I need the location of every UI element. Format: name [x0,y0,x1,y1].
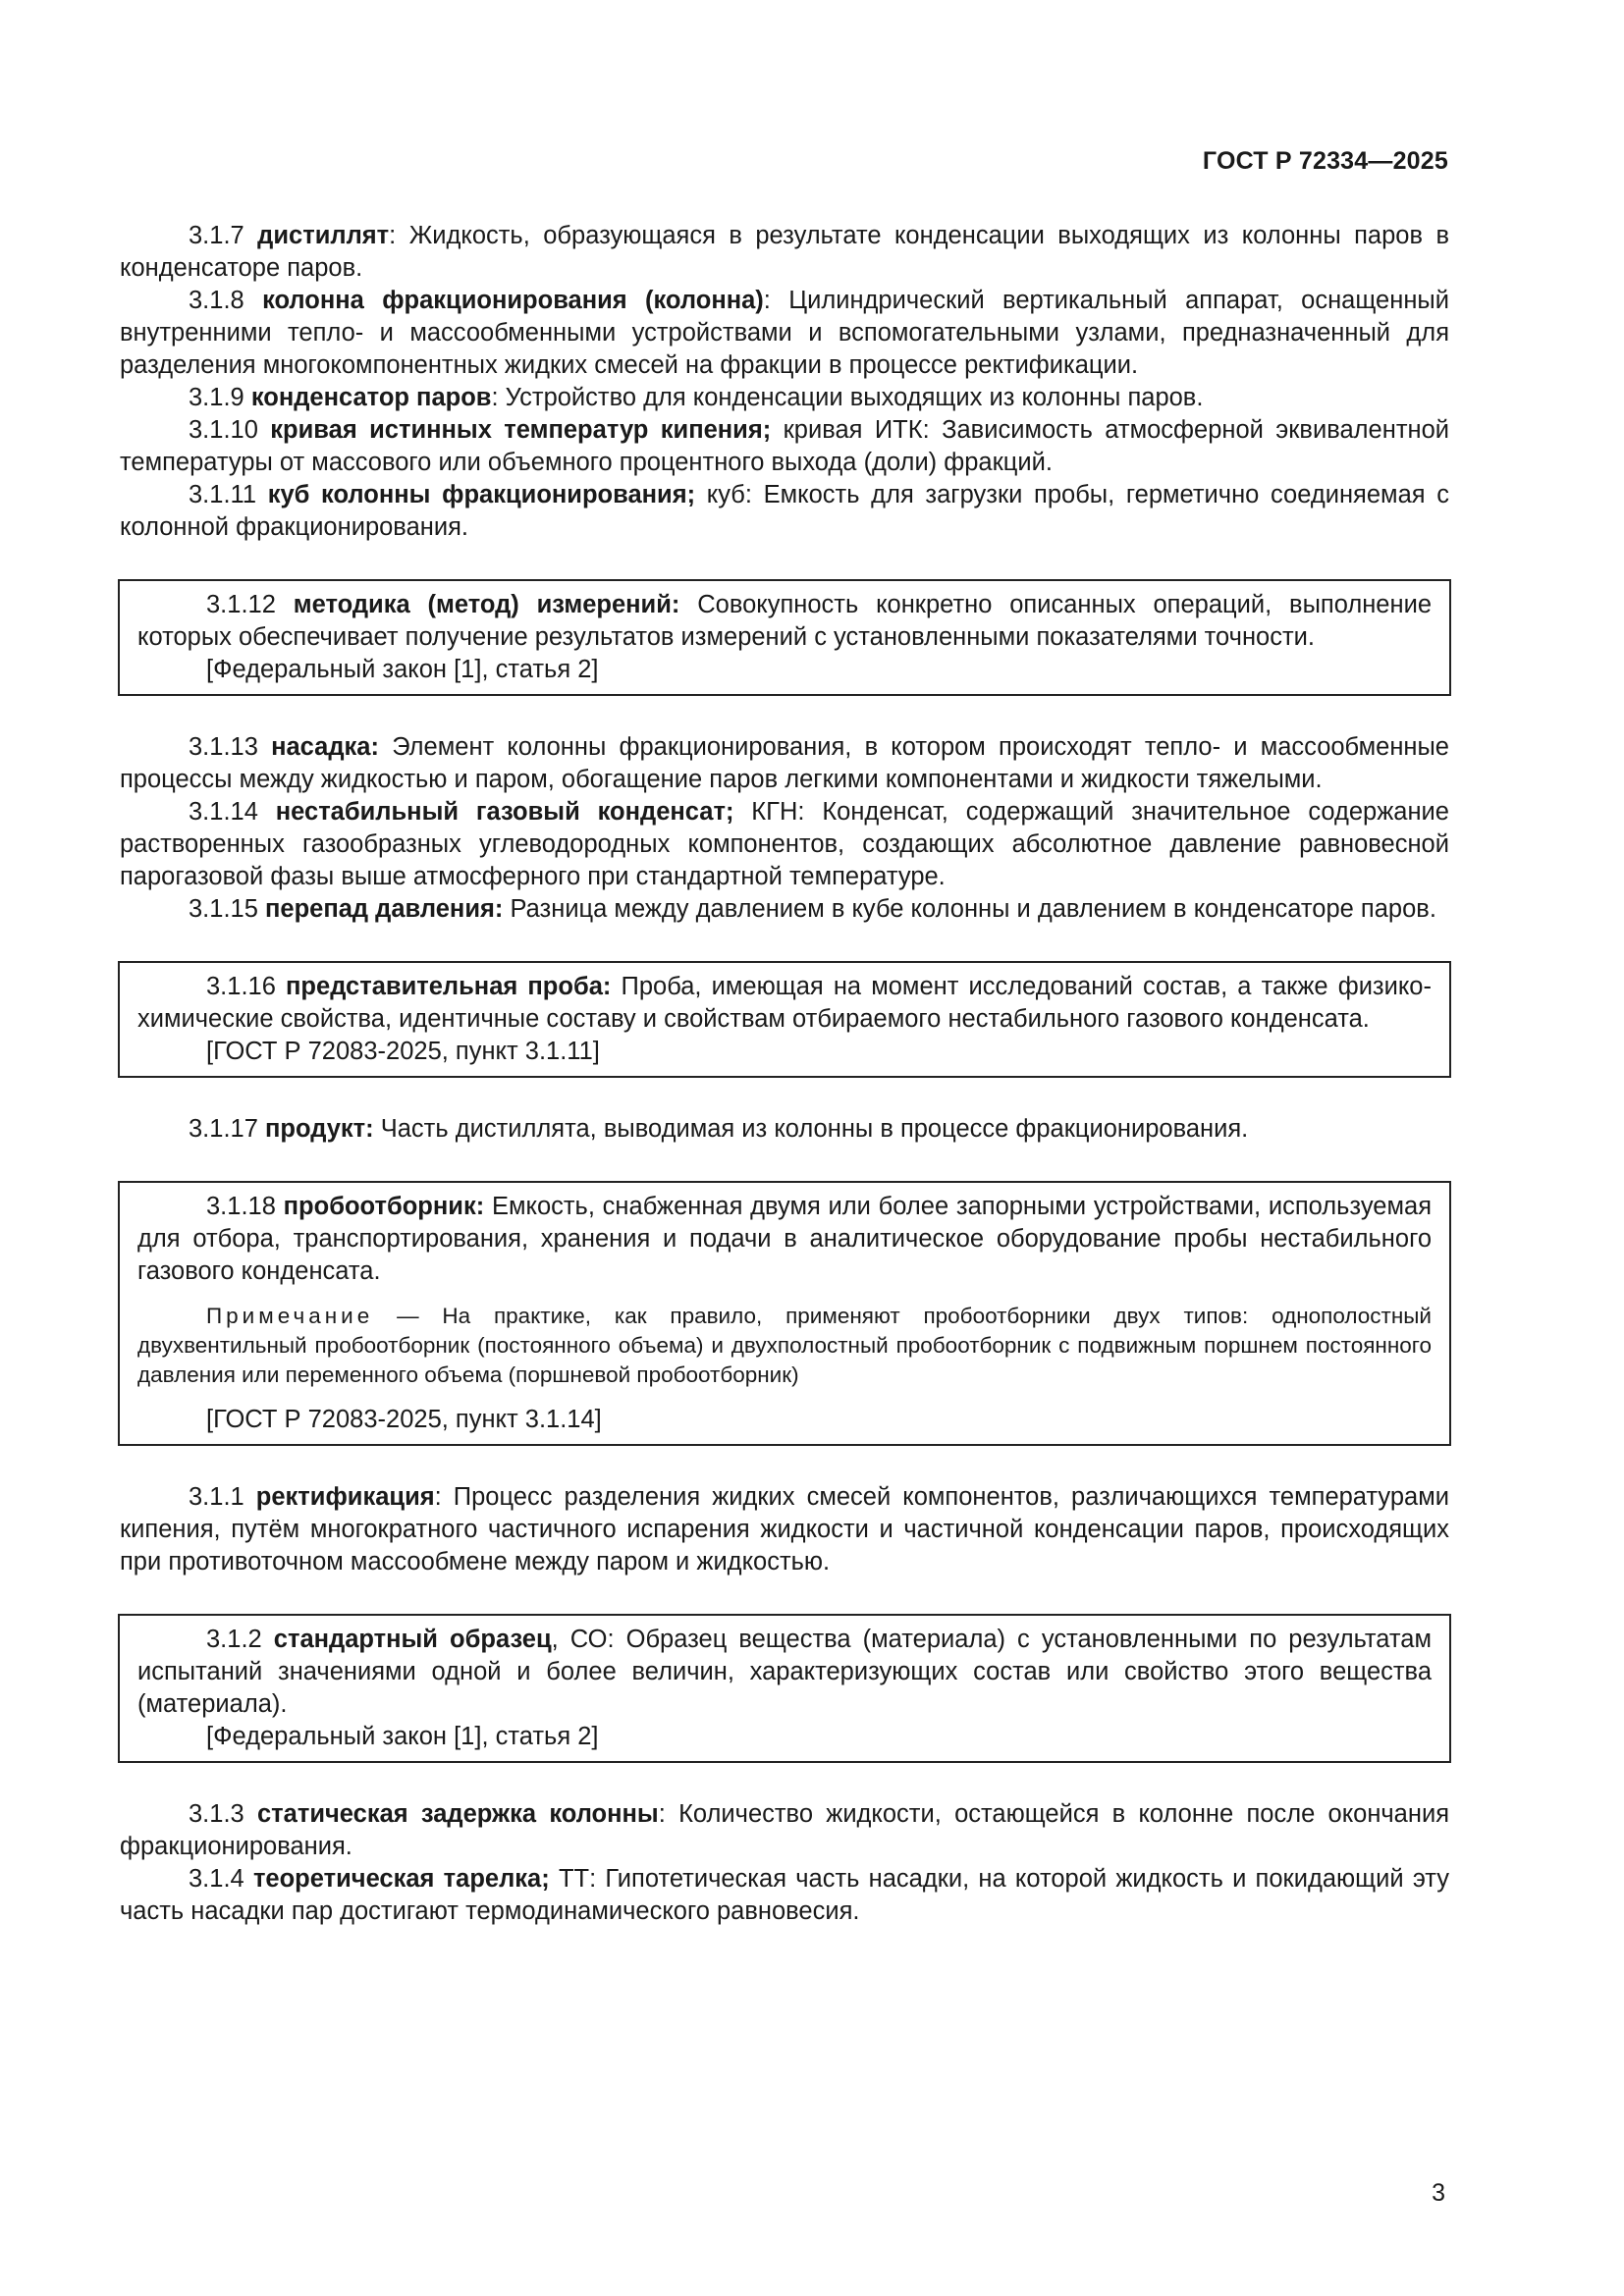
entry-number: 3.1.16 [206,973,287,1000]
term-entry-3-1-11 [120,479,1449,544]
term: теоретическая тарелка; [252,1865,550,1893]
term: дистиллят [257,222,390,249]
term: перепад давления: [264,895,504,923]
term: кривая истинных температур кипения; [270,416,772,444]
entry-number: 3.1.18 [206,1193,284,1220]
term: методика (метод) измерений: [293,591,680,618]
term-entry-3-1-13 [120,731,1449,796]
entry-number: 3.1.17 [189,1115,265,1143]
entry-number: 3.1.12 [206,591,294,618]
term: куб колонны фракционирования; [267,481,696,508]
definition: Проба, имеющая на момент исследований состав, а также физико-химические свойства, идентичные составу и свойствам отбираемого нестабильного газового конденсата. [137,973,1432,1033]
boxed-term-3-1-2 [118,1614,1451,1763]
term-entry-3-1-2: 3.1.2 стандартный образец, СО: Образец вещества (материала) с установленными по результатам испытаний значениями одной и более величин, характеризующих состав или свойство этого вещества (материала). [137,1626,1432,1718]
entry-number: 3.1.13 [189,733,272,761]
definition: куб: Емкость для загрузки пробы, герметично соединяемая с колонной фракционирования. [120,481,1449,541]
term-entry-3-1-3: 3.1.3 статическая задержка колонны: Количество жидкости, остающейся в колонне после окончания фракционирования. [120,1800,1450,1860]
standard-number-header: ГОСТ Р 72334—2025 [1202,147,1448,175]
term-entry-3-1-16 [137,971,1432,1036]
note-label: Примечание [206,1304,374,1328]
definition: СО: Образец вещества (материала) с установленными по результатам испытаний значениями одной и более величин, характеризующих состав или свойство этого вещества (материала). [137,1626,1432,1718]
definition: КГН: Конденсат, содержащий значительное содержание растворенных газообразных углеводородных компонентов, создающих абсолютное давление равновесной парогазовой фазы выше атмосферного при стандартной температуре. [120,798,1449,890]
definition: ТТ: Гипотетическая часть насадки, на которой жидкость и покидающий эту часть насадки пар достигают термодинамического равновесия. [120,1865,1449,1925]
source-reference: [Федеральный закон [1], статья 2] [206,656,599,683]
term-entry-3-1-17 [120,1113,1449,1146]
term: конденсатор паров [250,384,492,411]
term: статическая задержка колонны [256,1800,659,1828]
entry-number: 3.1.9 [189,384,251,411]
definition: Разница между давлением в кубе колонны и давлением в конденсаторе паров. [510,895,1436,923]
definition: кривая ИТК: Зависимость атмосферной эквивалентной температуры от массового или объемного процентного выхода (доли) фракций. [120,416,1450,476]
definition: Устройство для конденсации выходящих из колонны паров. [505,384,1204,411]
term-entry-3-1-9: 3.1.9 конденсатор паров: Устройство для конденсации выходящих из колонны паров. [189,384,1204,411]
term: представительная проба: [286,973,612,1000]
definition: Процесс разделения жидких смесей компонентов, различающихся температурами кипения, путём многократного частичного испарения жидкости и частичной конденсации паров, происходящих при противоточном массообмене между паром и жидкостью. [120,1483,1449,1575]
term-entry-3-1-7: 3.1.7 дистиллят: Жидкость, образующаяся в результате конденсации выходящих из колонны паров в конденсаторе паров. [120,222,1449,282]
entry-number: 3.1.4 [189,1865,253,1893]
boxed-term-3-1-12 [118,579,1451,696]
definition: Часть дистиллята, выводимая из колонны в процессе фракционирования. [380,1115,1249,1143]
entry-number: 3.1.2 [206,1626,274,1653]
note-text: — На практике, как правило, применяют пробоотборники двух типов: однополостный двухвентильный пробоотборник (постоянного объема) и двухполостный пробоотборник с подвижным поршнем постоянного давления или переменного объема (поршневой пробоотборник) [137,1304,1432,1387]
boxed-term-3-1-18 [118,1181,1451,1446]
entry-number: 3.1.7 [189,222,258,249]
term-entry-3-1-10 [120,414,1449,479]
definition: Количество жидкости, остающейся в колонне после окончания фракционирования. [120,1800,1450,1860]
term: насадка: [271,733,379,761]
entry-number: 3.1.8 [189,287,263,314]
definition: Совокупность конкретно описанных операций, выполнение которых обеспечивает получение результатов измерений с установленными показателями точности. [137,591,1432,651]
boxed-term-3-1-16 [118,961,1451,1078]
entry-number: 3.1.14 [189,798,276,826]
term-entry-3-1-12 [137,589,1432,654]
source-reference: [ГОСТ Р 72083-2025, пункт 3.1.14] [206,1406,602,1433]
term-entry-3-1-4 [120,1863,1449,1928]
term-entry-3-1-1: 3.1.1 ректификация: Процесс разделения жидких смесей компонентов, различающихся температурами кипения, путём многократного частичного испарения жидкости и частичной конденсации паров, происходящих при противоточном массообмене между паром и жидкостью. [120,1483,1449,1575]
definition: Жидкость, образующаяся в результате конденсации выходящих из колонны паров в конденсаторе паров. [120,222,1449,282]
entry-number: 3.1.3 [189,1800,257,1828]
definition: Цилиндрический вертикальный аппарат, оснащенный внутренними тепло- и массообменными устройствами и вспомогательными узлами, предназначенный для разделения многокомпонентных жидких смесей на фракции в процессе ректификации. [120,287,1449,379]
note [137,1302,1432,1390]
term: пробоотборник: [283,1193,485,1220]
entry-number: 3.1.11 [189,481,268,508]
terms-definitions [120,220,1449,1928]
term-entry-3-1-15 [120,893,1449,926]
term: стандартный образец [273,1626,552,1653]
term-entry-3-1-14 [120,796,1449,893]
entry-number: 3.1.1 [189,1483,256,1511]
page-number: 3 [1432,2179,1445,2207]
entry-number: 3.1.15 [189,895,265,923]
term-entry-3-1-8: 3.1.8 колонна фракционирования (колонна): Цилиндрический вертикальный аппарат, оснащенный внутренними тепло- и массообменными устройствами и вспомогательными узлами, предназначенный для разделения многокомпонентных жидких смесей на фракции в процессе ректификации. [120,287,1449,379]
term: ректификация [255,1483,435,1511]
definition: Элемент колонны фракционирования, в котором происходят тепло- и массообменные процессы между жидкостью и паром, обогащение паров легкими компонентами и жидкости тяжелыми. [120,733,1449,793]
source-reference: [ГОСТ Р 72083-2025, пункт 3.1.11] [206,1038,600,1065]
source-reference: [Федеральный закон [1], статья 2] [206,1723,599,1750]
term-entry-3-1-18 [137,1191,1432,1288]
definition: Емкость, снабженная двумя или более запорными устройствами, используемая для отбора, транспортирования, хранения и подачи в аналитическое оборудование пробы нестабильного газового конденсата. [137,1193,1433,1285]
entry-number: 3.1.10 [189,416,271,444]
term: продукт: [264,1115,374,1143]
term: колонна фракционирования (колонна) [262,287,764,314]
term: нестабильный газовый конденсат; [275,798,734,826]
